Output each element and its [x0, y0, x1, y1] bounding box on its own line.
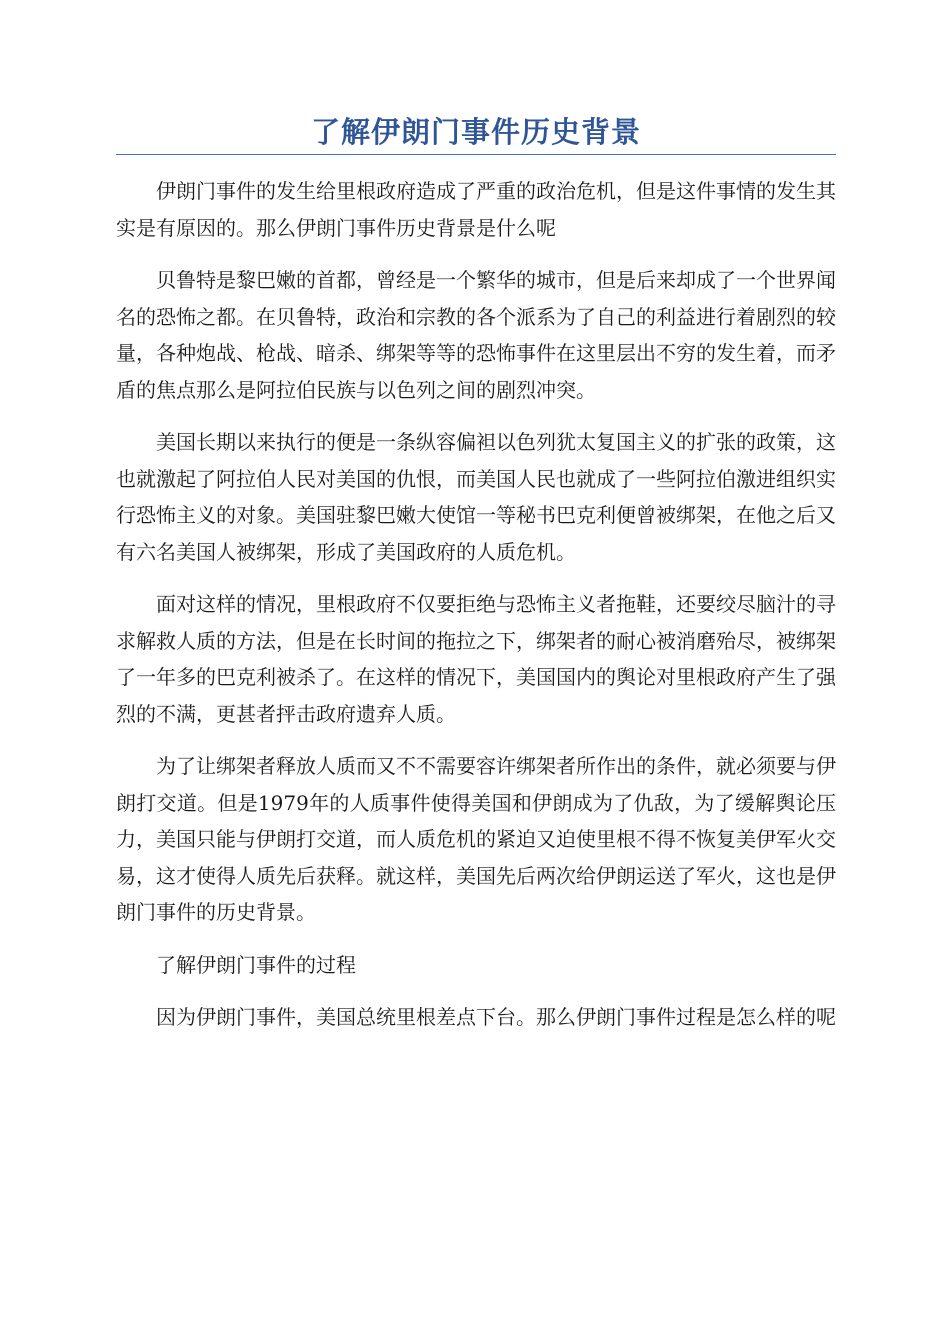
paragraph-beirut: 贝鲁特是黎巴嫩的首都，曾经是一个繁华的城市，但是后来却成了一个世界闻名的恐怖之都。在贝鲁特，政治和宗教的各个派系为了自己的利益进行着剧烈的较量，各种炮战、枪战、暗杀、绑架等等的恐怖事件在这里层出不穷的发生着，而矛盾的焦点那么是阿拉伯民族与以色列之间的剧烈冲突。 — [116, 268, 836, 402]
document-title: 了解伊朗门事件历史背景 — [310, 115, 641, 149]
paragraph-intro: 伊朗门事件的发生给里根政府造成了严重的政治危机，但是这件事情的发生其实是有原因的。那么伊朗门事件历史背景是什么呢 — [116, 179, 836, 240]
paragraph-process-intro: 因为伊朗门事件，美国总统里根差点下台。那么伊朗门事件过程是怎么样的呢 — [156, 1005, 836, 1029]
paragraph-arms-deal: 为了让绑架者释放人质而又不不需要容许绑架者所作出的条件，就必须要与伊朗打交道。但是1979年的人质事件使得美国和伊朗成为了仇敌，为了缓解舆论压力，美国只能与伊朗打交道，而人质危机的紧迫又迫使里根不得不恢复美伊军火交易，这才使得人质先后获释。就这样，美国先后两次给伊朗运送了军火，这也是伊朗门事件的历史背景。 — [116, 754, 836, 924]
title-underline — [116, 154, 836, 155]
paragraph-reagan-response: 面对这样的情况，里根政府不仅要拒绝与恐怖主义者拖鞋，还要绞尽脑汁的寻求解救人质的方法，但是在长时间的拖拉之下，绑架者的耐心被消磨殆尽，被绑架了一年多的巴克利被杀了。在这样的情况下，美国国内的舆论对里根政府产生了强烈的不满，更甚者抨击政府遗弃人质。 — [116, 592, 836, 726]
section-heading-process: 了解伊朗门事件的过程 — [156, 952, 356, 977]
paragraph-us-policy: 美国长期以来执行的便是一条纵容偏袒以色列犹太复国主义的扩张的政策，这也就激起了阿拉伯人民对美国的仇恨，而美国人民也就成了一些阿拉伯激进组织实行恐怖主义的对象。美国驻黎巴嫩大使馆一等秘书巴克利便曾被绑架，在他之后又有六名美国人被绑架，形成了美国政府的人质危机。 — [116, 430, 836, 564]
document-page — [116, 112, 836, 1052]
